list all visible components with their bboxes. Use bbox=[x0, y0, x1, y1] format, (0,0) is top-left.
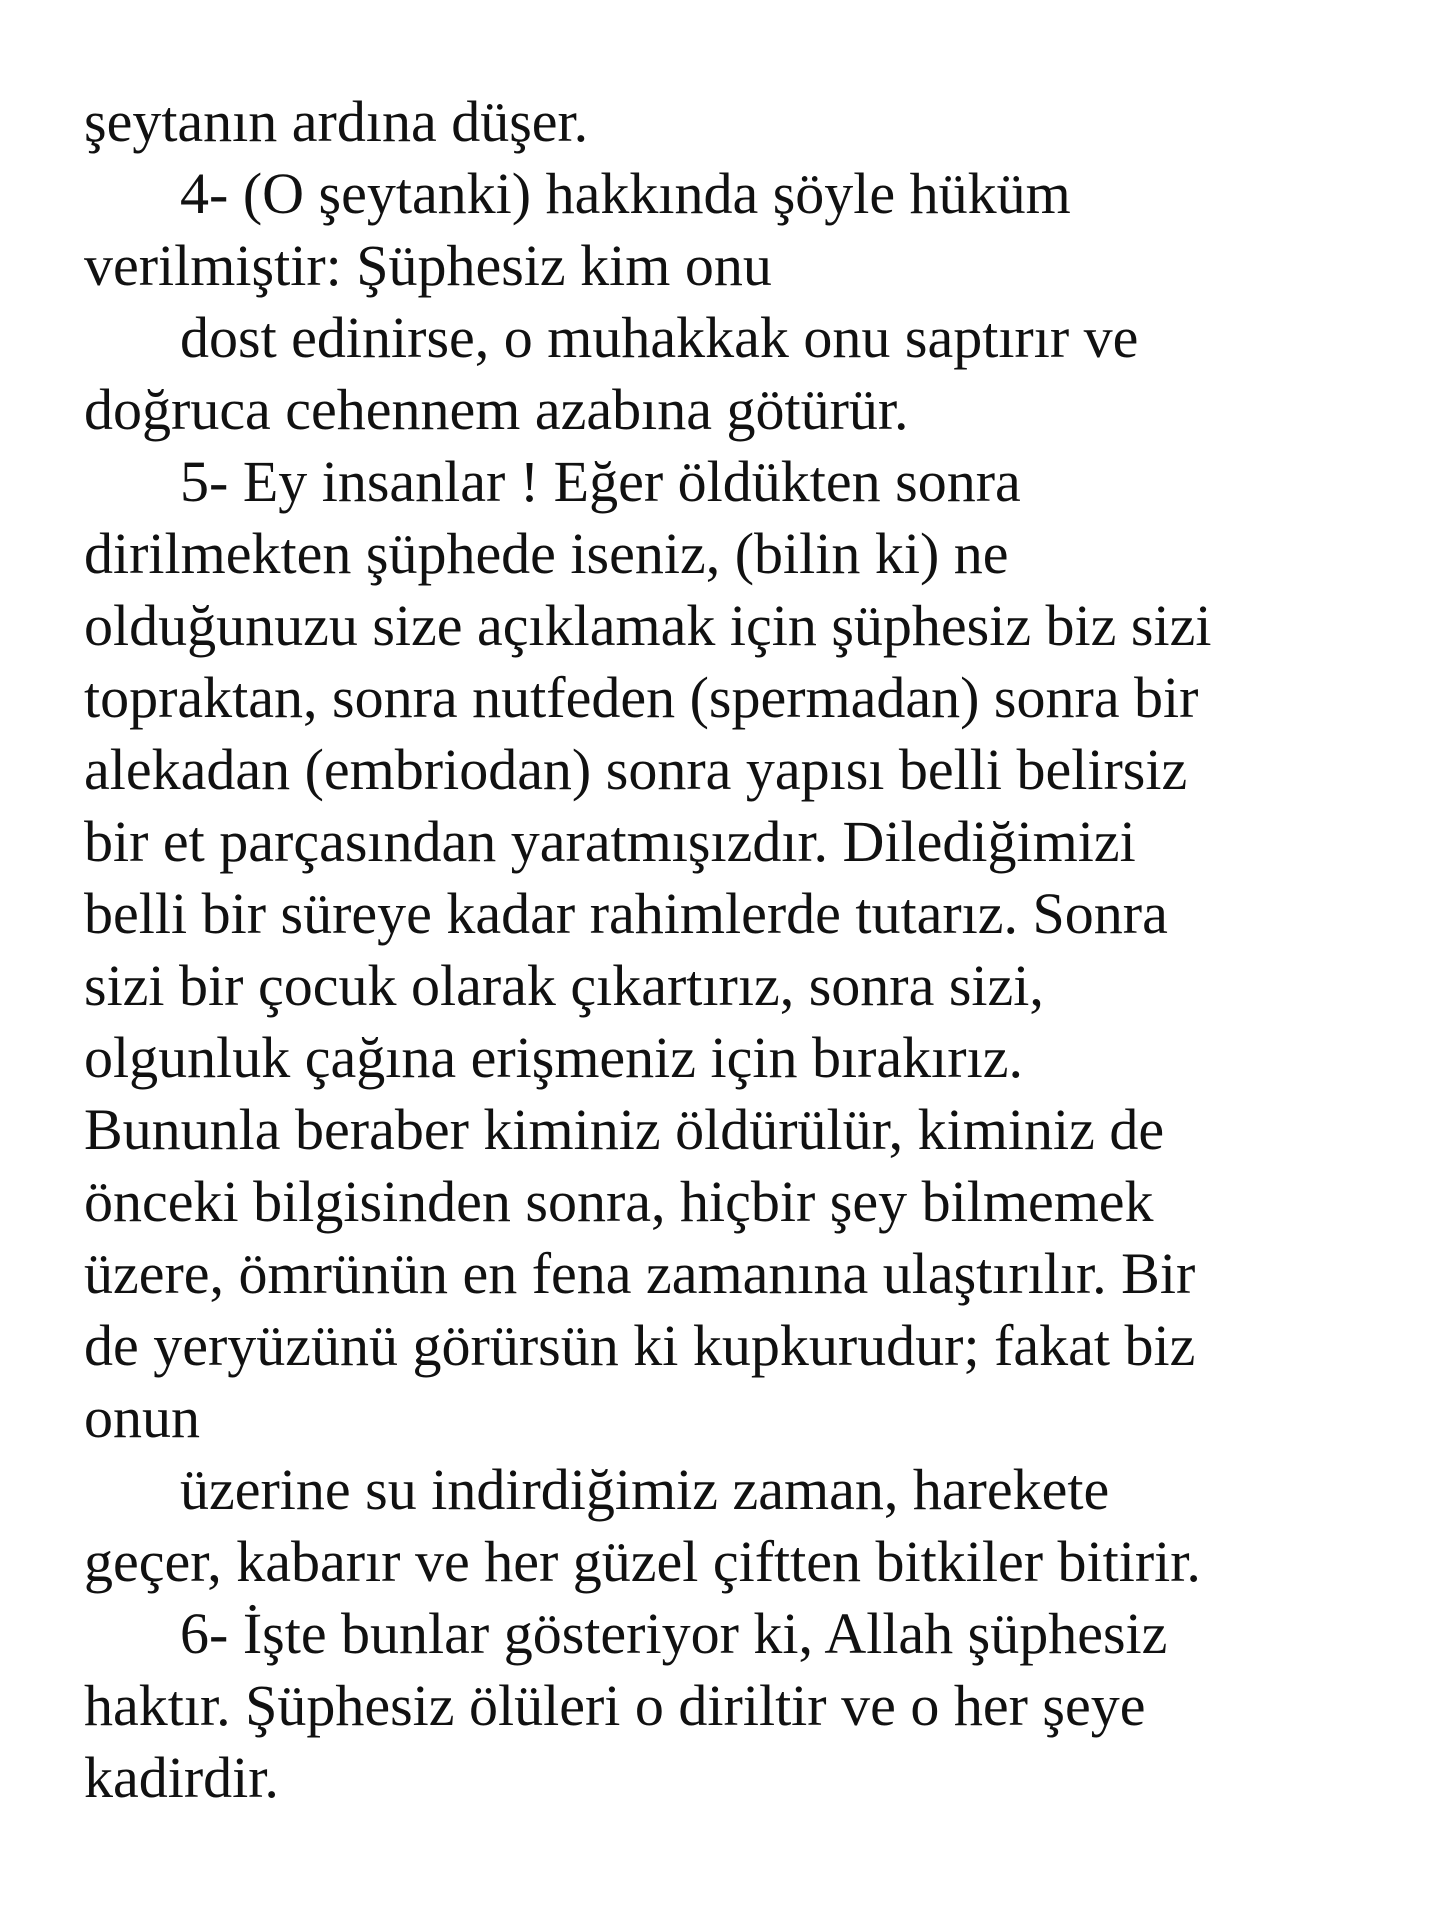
text-line: şeytanın ardına düşer. bbox=[84, 89, 589, 154]
text-line: verilmiştir: Şüphesiz kim onu bbox=[84, 233, 772, 298]
text-line: dirilmekten şüphede iseniz, (bilin ki) ne bbox=[84, 521, 1009, 586]
text-line: önceki bilgisinden sonra, hiçbir şey bilmemek bbox=[84, 1169, 1154, 1234]
text-line: olgunluk çağına erişmeniz için bırakırız. bbox=[84, 1025, 1023, 1090]
text-line: belli bir süreye kadar rahimlerde tutarız. Sonra bbox=[84, 881, 1168, 946]
text-line: 6- İşte bunlar gösteriyor ki, Allah şüphesiz bbox=[180, 1601, 1168, 1666]
text-line: 4- (O şeytanki) hakkında şöyle hüküm bbox=[180, 161, 1071, 226]
text-line: üzerine su indirdiğimiz zaman, harekete bbox=[180, 1457, 1110, 1522]
text-line: geçer, kabarır ve her güzel çiftten bitkiler bitirir. bbox=[84, 1529, 1201, 1594]
text-line: bir et parçasından yaratmışızdır. Dilediğimizi bbox=[84, 809, 1136, 874]
text-line: kadirdir. bbox=[84, 1745, 279, 1810]
text-line: doğruca cehennem azabına götürür. bbox=[84, 377, 909, 442]
text-line: haktır. Şüphesiz ölüleri o diriltir ve o her şeye bbox=[84, 1673, 1146, 1738]
text-line: dost edinirse, o muhakkak onu saptırır ve bbox=[180, 305, 1139, 370]
text-line: olduğunuzu size açıklamak için şüphesiz biz sizi bbox=[84, 593, 1212, 658]
text-line: üzere, ömrünün en fena zamanına ulaştırılır. Bir bbox=[84, 1241, 1196, 1306]
body-text bbox=[84, 86, 1404, 1814]
text-line: alekadan (embriodan) sonra yapısı belli belirsiz bbox=[84, 737, 1188, 802]
text-line: 5- Ey insanlar ! Eğer öldükten sonra bbox=[180, 449, 1021, 514]
text-line: Bununla beraber kiminiz öldürülür, kiminiz de bbox=[84, 1097, 1165, 1162]
text-line: sizi bir çocuk olarak çıkartırız, sonra sizi, bbox=[84, 953, 1044, 1018]
text-line: onun bbox=[84, 1385, 200, 1450]
text-line: topraktan, sonra nutfeden (spermadan) sonra bir bbox=[84, 665, 1199, 730]
text-line: de yeryüzünü görürsün ki kupkurudur; fakat biz bbox=[84, 1313, 1196, 1378]
